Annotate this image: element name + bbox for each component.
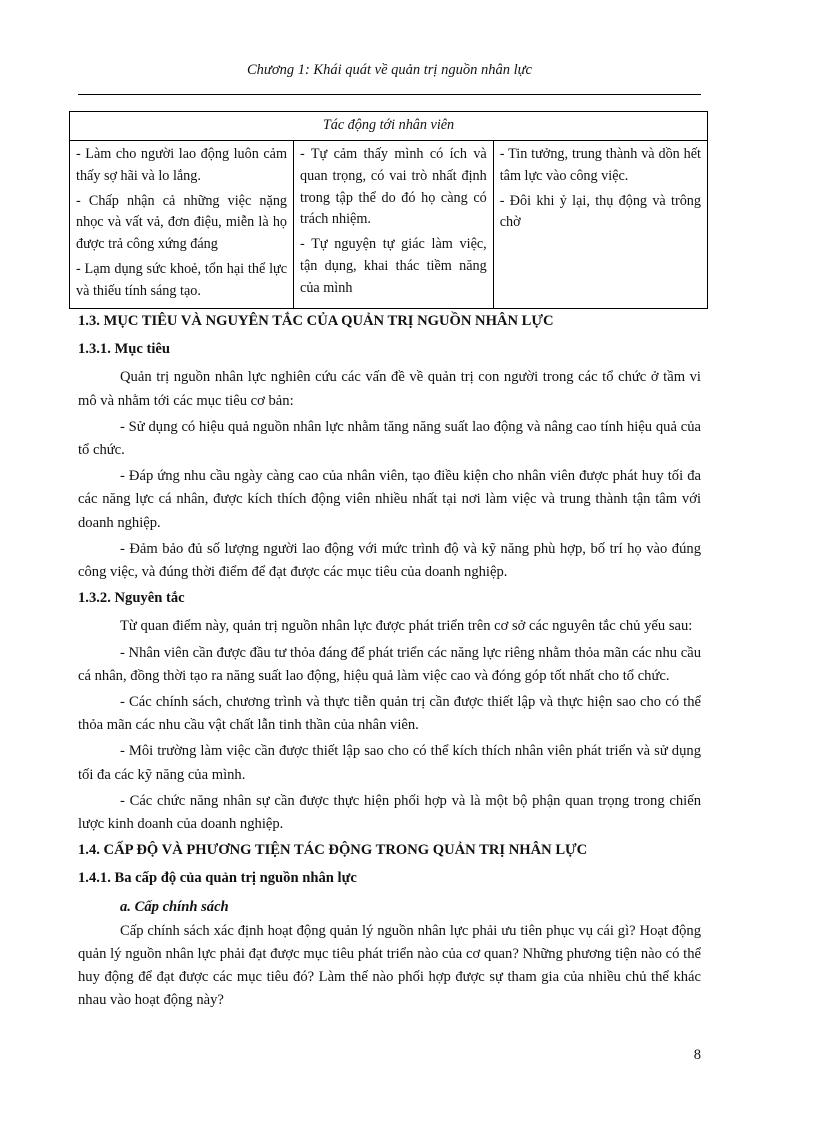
section-heading-1-4: 1.4. CẤP ĐỘ VÀ PHƯƠNG TIỆN TÁC ĐỘNG TRONG QUẢN TRỊ NHÂN LỰC [78, 842, 588, 859]
cell-item: - Làm cho người lao động luôn cảm thấy sợ hãi và lo lắng. [76, 146, 288, 184]
paragraph: Quản trị nguồn nhân lực nghiên cứu các vấn đề về quản trị con người trong các tổ chức ở tầm vi mô và nhằm tới các mục tiêu cơ bản: [78, 369, 701, 409]
paragraph: - Đáp ứng nhu cầu ngày càng cao của nhân viên, tạo điều kiện cho nhân viên được phát huy tối đa các năng lực cá nhân, được kích thích động viên nhiều nhất tại nơi làm việc và trung thành tận tâm với doanh nghiệp. [78, 468, 701, 531]
paragraph: - Sử dụng có hiệu quả nguồn nhân lực nhằm tăng năng suất lao động và nâng cao tính hiệu quả của tổ chức. [78, 418, 701, 459]
paragraph: - Các chức năng nhân sự cần được thực hiện phối hợp và là một bộ phận quan trọng trong chiến lược kinh doanh của doanh nghiệp. [78, 792, 701, 833]
table-cell-2 [294, 141, 494, 309]
effects-table [69, 111, 708, 309]
paragraph: Cấp chính sách xác định hoạt động quản lý nguồn nhân lực phải ưu tiên phục vụ cái gì? Hoạt động quản lý nguồn nhân lực phải đạt được mục tiêu phát triển nào của cơ quan? Những phương tiện nào có thể huy động để đạt được các mục tiêu đó? Làm thế nào phối hợp được sự tham gia của nhiều chủ thể khác nhau vào hoạt động này? [78, 922, 701, 1009]
table-header-row [70, 112, 708, 141]
header-rule [78, 94, 701, 95]
cell-item: - Đôi khi ỷ lại, thụ động và trông chờ [499, 192, 701, 231]
paragraph: - Môi trường làm việc cần được thiết lập sao cho có thể kích thích nhân viên phát triển và sử dụng tối đa các kỹ năng của mình. [78, 743, 701, 783]
page-number: 8 [693, 1047, 701, 1063]
cell-item: - Tự nguyện tự giác làm việc, tận dụng, khai thác tiềm năng của mình [300, 236, 487, 296]
cell-item: - Tự cảm thấy mình có ích và quan trọng, có vai trò nhất định trong tập thể do đó họ càng có trách nhiệm. [300, 146, 487, 228]
paragraph: Từ quan điểm này, quản trị nguồn nhân lực được phát triển trên cơ sở các nguyên tắc chủ yếu sau: [120, 618, 693, 635]
paragraph: - Đảm bảo đủ số lượng người lao động với mức trình độ và kỹ năng phù hợp, bố trí họ vào đúng công việc, và đúng thời điểm để đạt được các mục tiêu của doanh nghiệp. [78, 540, 701, 581]
running-header: Chương 1: Khái quát về quản trị nguồn nhân lực [247, 62, 532, 78]
section-heading-1-3-2: 1.3.2. Nguyên tắc [78, 590, 185, 607]
table-row [70, 141, 708, 309]
table-cell-1 [70, 141, 294, 309]
cell-item: - Lạm dụng sức khoẻ, tổn hại thể lực và thiếu tính sáng tạo. [76, 260, 288, 299]
cell-item: - Tin tưởng, trung thành và dồn hết tâm lực vào công việc. [499, 146, 701, 184]
body-content [78, 310, 701, 1016]
subsection-heading-a: a. Cấp chính sách [120, 898, 229, 915]
table-cell-3 [493, 141, 707, 309]
paragraph: - Các chính sách, chương trình và thực tiễn quản trị cần được thiết lập và thực hiện sao cho có thể thỏa mãn các nhu cầu vật chất lẫn tinh thần của nhân viên. [78, 694, 701, 734]
paragraph: - Nhân viên cần được đầu tư thỏa đáng để phát triển các năng lực riêng nhằm thỏa mãn các nhu cầu cá nhân, đồng thời tạo ra năng suất lao động, hiệu quả làm việc cao và đóng góp tốt nhất cho tổ chức. [78, 644, 701, 684]
section-heading-1-3-1: 1.3.1. Mục tiêu [78, 341, 171, 358]
section-heading-1-4-1: 1.4.1. Ba cấp độ của quản trị nguồn nhân lực [78, 870, 357, 887]
table-heading: Tác động tới nhân viên [70, 112, 708, 141]
cell-item: - Chấp nhận cả những việc nặng nhọc và vất vả, đơn điệu, miễn là họ được trả công xứng đáng [76, 192, 288, 253]
section-heading-1-3: 1.3. MỤC TIÊU VÀ NGUYÊN TẮC CỦA QUẢN TRỊ NGUỒN NHÂN LỰC [78, 313, 554, 329]
